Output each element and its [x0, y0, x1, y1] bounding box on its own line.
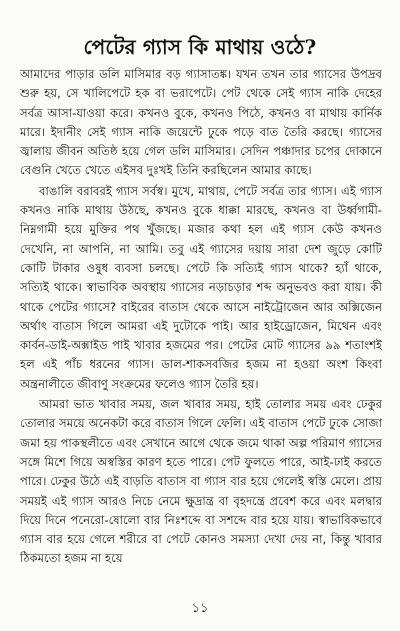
- page-number: ১১: [191, 601, 209, 616]
- paragraph-2: বাঙালি বরাবরই গ্যাস সর্বস্ব। মুখে, মাথায়, পেটে সর্বত্র তার গ্যাস। এই গ্যাস কখনও নাকি মাথায় উঠছে, কখনও বুকে ধাক্কা মারছে, কখনও বা উর্ধ্বগামী-নিম্নগামী হয়ে মুক্তির পথ খুঁজছে। মজার কথা হল এই গ্যাস কেউ কখনও দেখেনি, না আপনি, না আমি। তবু এই গ্যাসের দয়ায় সারা দেশ জুড়ে কোটি কোটি টাকার ওষুধ ব্যবসা চলছে। পেটে কি সত্যিই গ্যাস থাকে? হ্যাঁ থাকে, সত্যিই থাকে। স্বাভাবিক অবস্থায় গ্যাসের নড়াচড়ার শব্দ অনুভবও করা যায়। কী থাকে পেটের গ্যাসে? বাইরের বাতাস থেকে আসে নাইট্রোজেন আর অক্সিজেন অর্থাৎ বাতাস গিলে আমরা এই দুটোকে পাই। আর হাইড্রোজেন, মিথেন এবং কার্বন-ডাই-অক্সাইড পাই খাবার হজমের পর। পেটের মোট গ্যাসের ৯৯ শতাংশই হল এই পাঁচ ধরনের গ্যাস। ডাল-শাকসবজির হজম না হওয়া অংশ কিংবা অন্ত্রনালীতে জীবাণু সংক্রমের ফলেও গ্যাস তৈরি হয়।: [20, 183, 382, 391]
- paragraph-1: আমাদের পাড়ার ডলি মাসিমার বড় গ্যাসাতঙ্ক। যখন তখন তার গ্যাসের উপদ্রব শুরু হয়, সে খালিপেটে হক বা ভরাপেটে। পেট থেকে সেই গ্যাস নাকি দেহের সর্বত্র আসা-যাওয়া করে। কখনও বুকে, কখনও পিঠে, কখনও বা মাথায় কার্নিক মারে। ইদানীং সেই গ্যাস নাকি জয়েন্টে ঢুকে পড়ে বাত তৈরি করছে। গ্যাসের জ্বালায় জীবন অতিষ্ঠ হয়ে গেল ডলি মাসিমার। সেদিন পঞ্চাদার চপের দোকানে বেগুনি খেতে খেতে এইসব দুঃখই তিনি করছিলেন আমার কাছে।: [20, 67, 382, 178]
- page-title: পেটের গ্যাস কি মাথায় ওঠে?: [83, 35, 317, 60]
- article-body: [20, 65, 382, 569]
- paragraph-3: আমরা ভাত খাবার সময়, জল খাবার সময়, হাই তোলার সময় এবং ঢেকুর তোলার সময়ে অনেকটা করে বাতাস গিলে ফেলি। এই বাতাস পেটে ঢুকে সোজা জমা হয় পাকস্থলীতে এবং সেখানে আগে থেকে জমে থাকা অল্প পরিমাণ গ্যাসের সঙ্গে মিশে গিয়ে অস্বস্তির কারণ হতে পারে। পেট ফুলতে পারে, আই-ঢাই করতে পারে। ঢেকুর উঠে এই বাড়তি বাতাস বা গ্যাস বার হয়ে গেলেই স্বস্তি মেলে। প্রায় সময়ই এই গ্যাস আরও নিচে নেমে ক্ষুদ্রান্ত্র বা বৃহদন্ত্রে প্রবেশ করে এবং মলদ্বার দিয়ে দিনে পনেরো-ষোলো বার নিঃশব্দে বা সশব্দে বার হয়ে যায়। স্বাভাবিকভাবে গ্যাস বার হয়ে গেলে শরীরে বা পেটে কোনও সমস্যা দেখা দেয় না, কিন্তু খাবার ঠিকমতো হজম না হয়ে: [20, 397, 382, 566]
